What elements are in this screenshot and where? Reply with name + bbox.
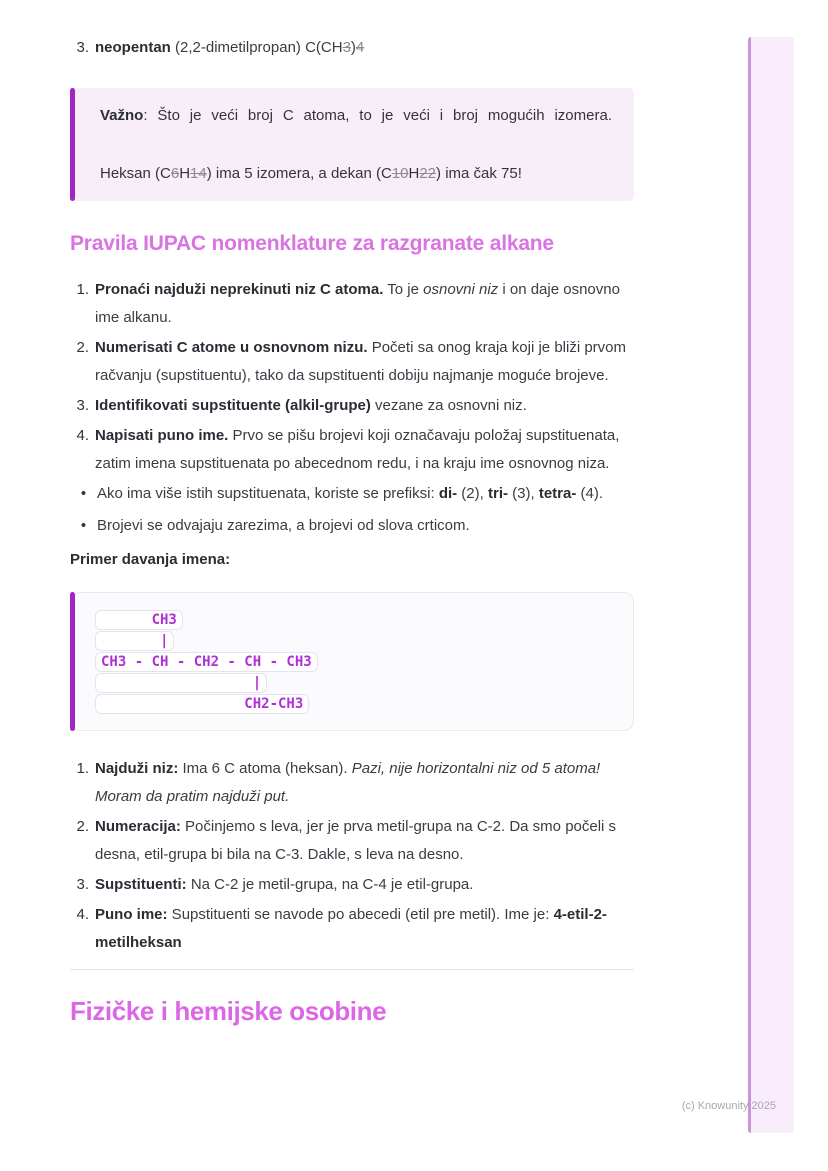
example-label: Primer davanja imena: bbox=[70, 551, 231, 568]
list-marker: 3. bbox=[76, 39, 89, 56]
compound-name: neopentan bbox=[95, 39, 171, 56]
heading-properties: Fizičke i hemijske osobine bbox=[70, 996, 387, 1026]
section-divider bbox=[70, 969, 634, 970]
code-line bbox=[95, 609, 609, 630]
page-edge-ribbon bbox=[748, 37, 794, 1133]
struck-subscript: 3 bbox=[342, 39, 351, 56]
list-marker: 2. bbox=[76, 818, 89, 835]
italic-note: Pazi, nije horizontalni niz od 5 atoma! Moram da pratim najduži put. bbox=[95, 760, 601, 805]
list-marker: 4. bbox=[76, 427, 89, 444]
list-marker: 3. bbox=[76, 876, 89, 893]
final-name: 4-etil-2-metilheksan bbox=[95, 906, 607, 951]
rules-sublist bbox=[70, 480, 634, 540]
code-text: CH2-CH3 bbox=[95, 694, 309, 714]
code-text: CH3 bbox=[95, 610, 183, 630]
list-item-text: neopentan (2,2-dimetilpropan) C(CH3)4 bbox=[95, 39, 365, 56]
rules-item-2: 2. Numerisati C atome u osnovnom nizu. Početi sa onog kraja koji je bliži prvom račvanju (supstituentu), tako da supstituenti dobiju najmanje moguće brojeve. bbox=[70, 334, 634, 390]
step-item-4: 4. Puno ime: Supstituenti se navode po abecedi (etil pre metil). Ime je: 4-etil-2-metilheksan bbox=[70, 901, 634, 957]
callout-text: Važno: Što je veći broj C atoma, to je veći i broj mogućih izomera.Heksan (C6H14) ima 5 izomera, a dekan (C10H22) ima čak 75! bbox=[100, 107, 612, 182]
list-marker: 1. bbox=[76, 760, 89, 777]
example-steps-list bbox=[70, 755, 634, 957]
document-content bbox=[70, 37, 634, 1026]
struck-subscript: 4 bbox=[355, 39, 365, 56]
list-marker: 4. bbox=[76, 906, 89, 923]
bullet-marker: • bbox=[80, 485, 87, 502]
bullet-marker: • bbox=[80, 517, 87, 534]
codeblock-accent-bar bbox=[70, 592, 75, 731]
struck-subscript: 10 bbox=[391, 165, 409, 182]
step-item-1: 1. Najduži niz: Ima 6 C atoma (heksan). Pazi, nije horizontalni niz od 5 atoma! Moram da pratim najduži put. bbox=[70, 755, 634, 811]
rules-item-3: 3. Identifikovati supstituente (alkil-grupe) vezane za osnovni niz. bbox=[70, 392, 634, 420]
rules-list bbox=[70, 276, 634, 540]
struck-subscript: 22 bbox=[419, 165, 437, 182]
code-text: | bbox=[95, 631, 174, 651]
structure-code-block bbox=[70, 592, 634, 731]
list-marker: 3. bbox=[76, 397, 89, 414]
callout-title: Važno bbox=[100, 107, 144, 124]
bullet-item-2: • Brojevi se odvajaju zarezima, a brojevi od slova crticom. bbox=[70, 512, 634, 540]
step-item-2: 2. Numeracija: Počinjemo s leva, jer je prva metil-grupa na C-2. Da smo počeli s desna, etil-grupa bi bila na C-3. Dakle, s leva na desno. bbox=[70, 813, 634, 869]
list-marker: 2. bbox=[76, 339, 89, 356]
copyright-footer: (c) Knowunity 2025 bbox=[681, 1100, 776, 1112]
important-callout bbox=[70, 88, 634, 201]
code-line bbox=[95, 651, 609, 672]
rules-item-4: 4. Napisati puno ime. Prvo se pišu brojevi koji označavaju položaj supstituenata, zatim imena supstituenata po abecednom redu, i na kraju ime osnovnog niza. bbox=[70, 422, 634, 478]
code-text: CH3 - CH - CH2 - CH - CH3 bbox=[95, 652, 318, 672]
callout-accent-bar bbox=[70, 88, 75, 201]
struck-subscript: 6 bbox=[170, 165, 180, 182]
struck-subscript: 14 bbox=[190, 165, 207, 182]
code-text: | bbox=[95, 673, 267, 693]
list-item-neopentan bbox=[70, 37, 634, 59]
bullet-item-1: • Ako ima više istih supstituenata, koriste se prefiksi: di- (2), tri- (3), tetra- (4). bbox=[70, 480, 634, 508]
italic-term: osnovni niz bbox=[423, 281, 499, 298]
code-line bbox=[95, 630, 609, 651]
step-item-3: 3. Supstituenti: Na C-2 je metil-grupa, na C-4 je etil-grupa. bbox=[70, 871, 634, 899]
code-line bbox=[95, 693, 609, 714]
code-line bbox=[95, 672, 609, 693]
heading-iupac-rules: Pravila IUPAC nomenklature za razgranate alkane bbox=[70, 232, 554, 255]
rules-item-1: 1. Pronaći najduži neprekinuti niz C atoma. To je osnovni niz i on daje osnovno ime alkanu. bbox=[70, 276, 634, 332]
list-marker: 1. bbox=[76, 281, 89, 298]
